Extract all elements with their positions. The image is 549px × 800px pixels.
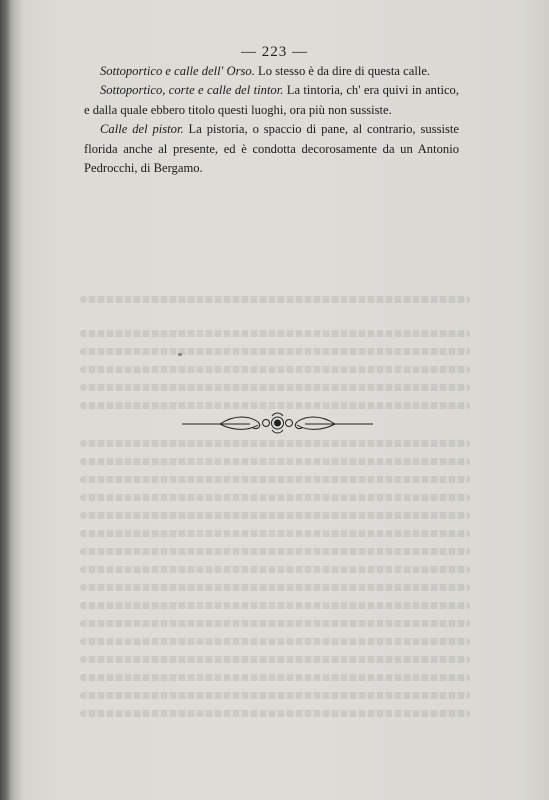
page-number: — 223 — xyxy=(241,44,308,60)
paragraph-sottoportico-tintor xyxy=(84,81,459,120)
decorative-scroll-ornament-icon xyxy=(180,410,375,436)
paragraph-body: La pistoria, o spaccio di pane, al contrario, sussiste florida anche al presente, ed è condotta decorosamente da un Antonio Pedrocchi, di Bergamo. xyxy=(84,122,459,176)
paragraph-body: La tintoria, ch' era quivi in antico, e dalla quale ebbero titolo questi luoghi, ora più non sussiste. xyxy=(84,83,459,117)
paragraph-calle-pistor xyxy=(84,120,459,178)
book-gutter-shadow xyxy=(0,0,10,800)
ink-speck xyxy=(178,353,182,356)
paragraph-title: Sottoportico, corte e calle del tintor. xyxy=(100,83,284,98)
body-text xyxy=(84,62,459,178)
paragraph-sottoportico-orso xyxy=(84,62,459,81)
paragraph-body: Lo stesso è da dire di questa calle. xyxy=(254,64,431,78)
paragraph-title: Sottoportico e calle dell' Orso. xyxy=(100,64,255,78)
paragraph-title: Calle del pistor. xyxy=(100,122,184,137)
